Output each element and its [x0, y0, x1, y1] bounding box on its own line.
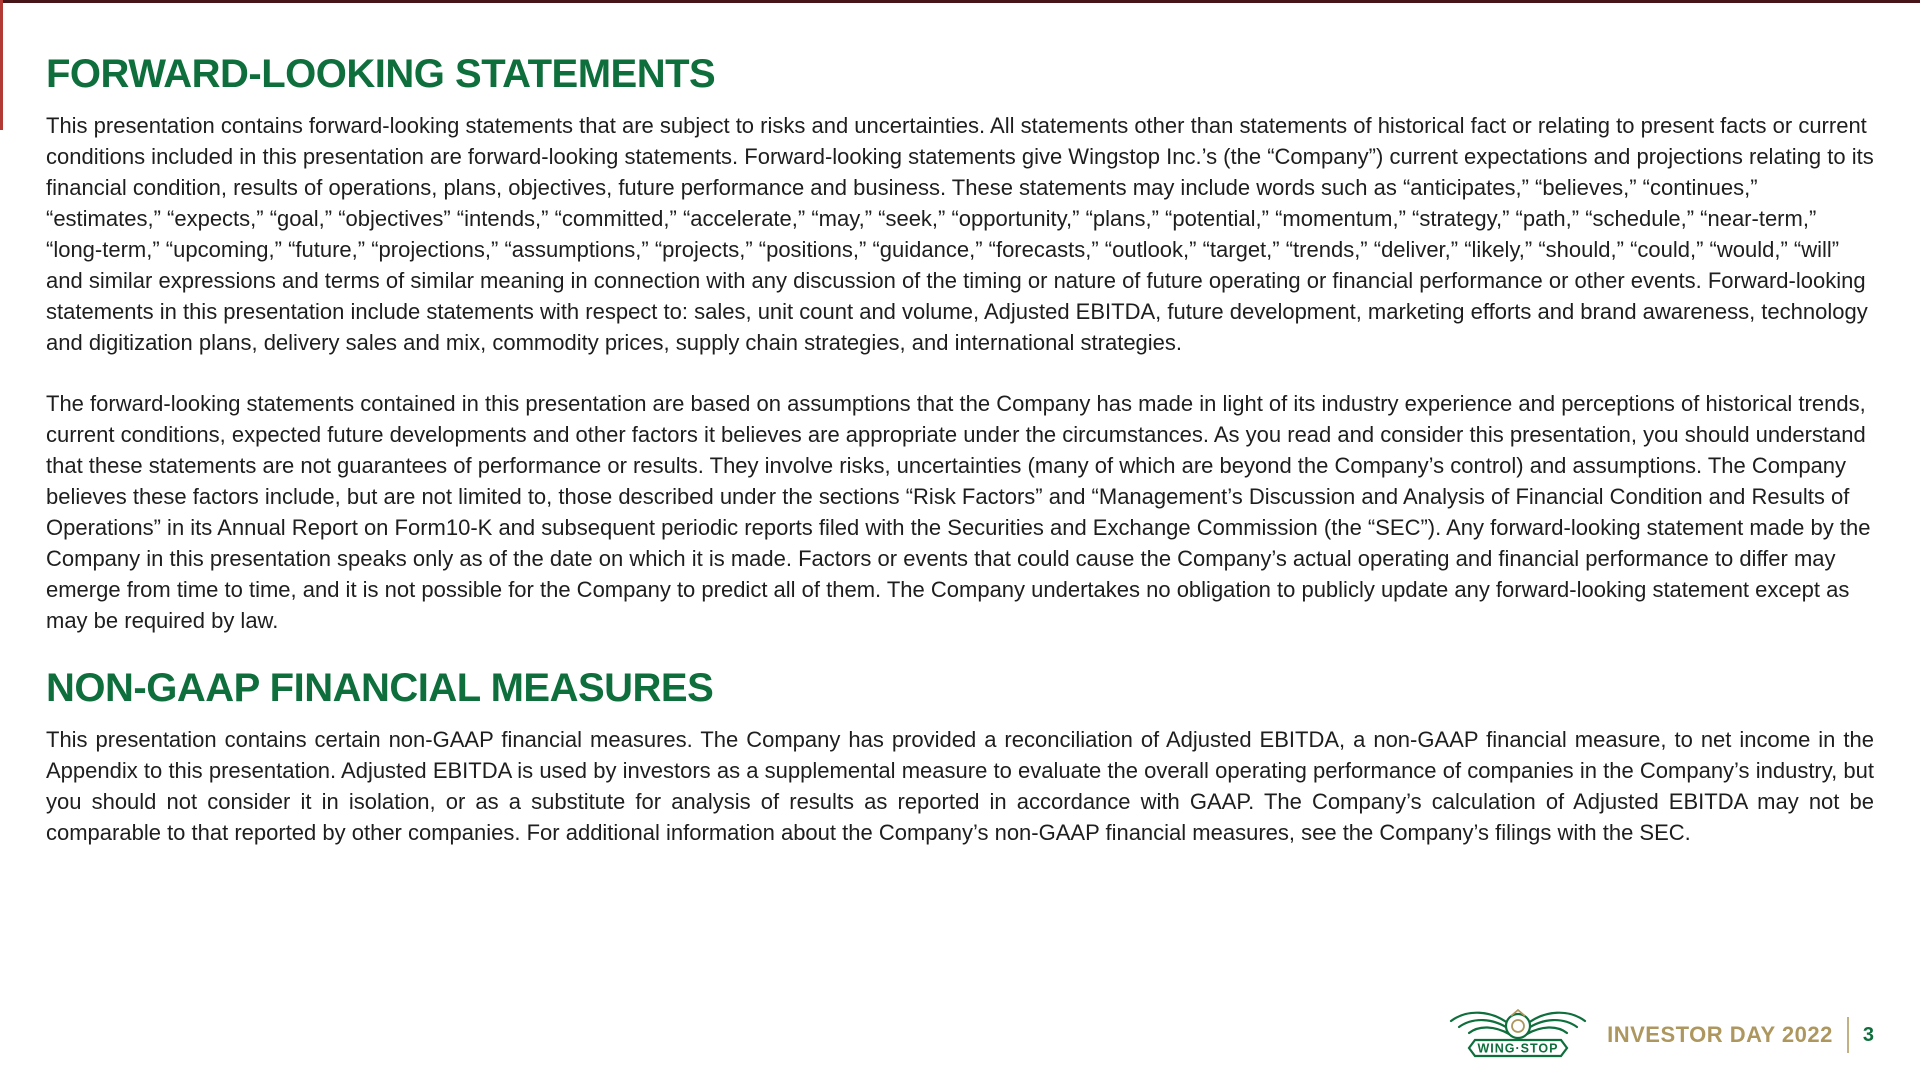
top-edge-line [0, 0, 1920, 3]
paragraph-forward-looking-1: This presentation contains forward-looking statements that are subject to risks and uncertainties. All statements other than statements of historical fact or relating to present facts or current conditions included in this presentation are forward-looking statements. Forward-looking statements give Wingstop Inc.’s (the “Company”) current expectations and projections relating to its financial condition, results of operations, plans, objectives, future performance and business. These statements may include words such as “anticipates,” “believes,” “continues,” “estimates,” “expects,” “goal,” “objectives” “intends,” “committed,” “accelerate,” “may,” “seek,” “opportunity,” “plans,” “potential,” “momentum,” “strategy,” “path,” “schedule,” “near-term,” “long-term,” “upcoming,” “future,” “projections,” “assumptions,” “projects,” “positions,” “guidance,” “forecasts,” “outlook,” “target,” “trends,” “deliver,” “likely,” “should,” “could,” “would,” “will” and similar expressions and terms of similar meaning in connection with any discussion of the timing or nature of future operating or financial performance or other events. Forward-looking statements in this presentation include statements with respect to: sales, unit count and volume, Adjusted EBITDA, future development, marketing efforts and brand awareness, technology and digitization plans, delivery sales and mix, commodity prices, supply chain strategies, and international strategies. [46, 113, 1874, 355]
page-number: 3 [1862, 1023, 1874, 1046]
section-title-non-gaap-measures: NON-GAAP FINANCIAL MEASURES [46, 666, 714, 710]
section-non-gaap-measures [46, 666, 1874, 848]
wingstop-logo-icon [1443, 1006, 1593, 1064]
section-title-forward-looking-statements: FORWARD-LOOKING STATEMENTS [46, 52, 716, 96]
slide-footer [1443, 1006, 1874, 1064]
paragraph-non-gaap-1: This presentation contains certain non-GAAP financial measures. The Company has provided a reconciliation of Adjusted EBITDA, a non-GAAP financial measure, to net income in the Appendix to this presentation. Adjusted EBITDA is used by investors as a supplemental measure to evaluate the overall operating performance of companies in the Company’s industry, but you should not consider it in isolation, or as a substitute for analysis of results as reported in accordance with GAAP. The Company’s calculation of Adjusted EBITDA may not be comparable to that reported by other companies. For additional information about the Company’s non-GAAP financial measures, see the Company’s filings with the SEC. [46, 727, 1874, 845]
section-forward-looking-statements [46, 52, 1874, 636]
left-edge-accent [0, 0, 3, 130]
logo-wordmark: WING·STOP [1477, 1041, 1559, 1056]
event-label: INVESTOR DAY 2022 [1607, 1022, 1833, 1047]
paragraph-forward-looking-2: The forward-looking statements contained in this presentation are based on assumptions that the Company has made in light of its industry experience and perceptions of historical trends, current conditions, expected future developments and other factors it believes are appropriate under the circumstances. As you read and consider this presentation, you should understand that these statements are not guarantees of performance or results. They involve risks, uncertainties (many of which are beyond the Company’s control) and assumptions. The Company believes these factors include, but are not limited to, those described under the sections “Risk Factors” and “Management’s Discussion and Analysis of Financial Condition and Results of Operations” in its Annual Report on Form10-K and subsequent periodic reports filed with the Securities and Exchange Commission (the “SEC”). Any forward-looking statement made by the Company in this presentation speaks only as of the date on which it is made. Factors or events that could cause the Company’s actual operating and financial performance to differ may emerge from time to time, and it is not possible for the Company to predict all of them. The Company undertakes no obligation to publicly update any forward-looking statement except as may be required by law. [46, 391, 1871, 633]
footer-divider [1847, 1017, 1849, 1053]
